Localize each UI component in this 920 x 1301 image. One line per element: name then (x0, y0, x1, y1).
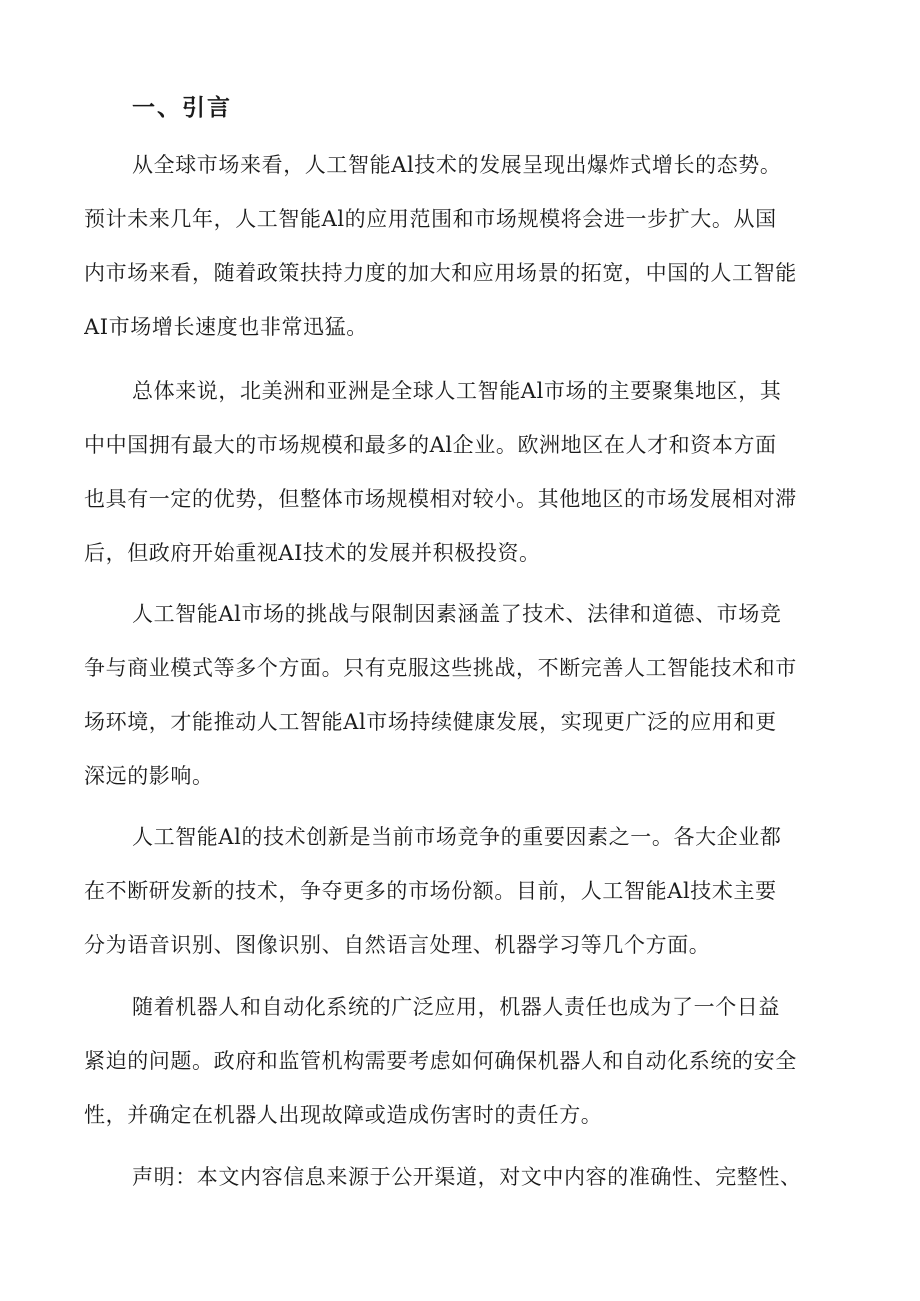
paragraph-line: 内市场来看，随着政策扶持力度的加大和应用场景的拓宽，中国的人工智能 (84, 261, 797, 285)
paragraph-line: 深远的影响。 (84, 764, 214, 788)
paragraph-line: 场环境，才能推动人工智能Al市场持续健康发展，实现更广泛的应用和更 (84, 710, 777, 734)
paragraph-line: 人工智能Al市场的挑战与限制因素涵盖了技术、法律和道德、市场竞 (132, 602, 782, 626)
paragraph-line: 性，并确定在机器人出现故障或造成伤害时的责任方。 (84, 1103, 603, 1127)
paragraph-line: AI市场增长速度也非常迅猛。 (84, 315, 368, 339)
paragraph-regional-summary (84, 364, 844, 580)
paragraph-line: 分为语音识别、图像识别、自然语言处理、机器学习等几个方面。 (84, 933, 711, 957)
paragraph-robot-liability (84, 980, 844, 1142)
section-heading: 一、引言 (132, 94, 232, 121)
paragraph-line: 紧迫的问题。政府和监管机构需要考虑如何确保机器人和自动化系统的安全 (84, 1049, 797, 1073)
paragraph-line: 总体来说，北美洲和亚洲是全球人工智能Al市场的主要聚集地区，其 (132, 379, 782, 403)
paragraph-line: 后，但政府开始重视AI技术的发展并积极投资。 (84, 541, 541, 565)
paragraph-line: 中中国拥有最大的市场规模和最多的Al企业。欧洲地区在人才和资本方面 (84, 433, 777, 457)
paragraph-challenges (84, 587, 844, 803)
paragraph-line: 随着机器人和自动化系统的广泛应用，机器人责任也成为了一个日益 (132, 995, 780, 1019)
paragraph-market-overview (84, 138, 844, 354)
paragraph-line: 争与商业模式等多个方面。只有克服这些挑战，不断完善人工智能技术和市 (84, 656, 797, 680)
paragraph-line: 人工智能Al的技术创新是当前市场竞争的重要因素之一。各大企业都 (132, 825, 782, 849)
paragraph-line: 从全球市场来看，人工智能Al技术的发展呈现出爆炸式增长的态势。 (132, 153, 782, 177)
paragraph-innovation (84, 810, 844, 972)
paragraph-line: 声明：本文内容信息来源于公开渠道，对文中内容的准确性、完整性、 (132, 1165, 802, 1189)
paragraph-line: 也具有一定的优势，但整体市场规模相对较小。其他地区的市场发展相对滞 (84, 487, 797, 511)
paragraph-line: 预计未来几年，人工智能Al的应用范围和市场规模将会进一步扩大。从国 (84, 207, 777, 231)
paragraph-disclaimer (84, 1150, 844, 1204)
paragraph-line: 在不断研发新的技术，争夺更多的市场份额。目前，人工智能Al技术主要 (84, 879, 777, 903)
